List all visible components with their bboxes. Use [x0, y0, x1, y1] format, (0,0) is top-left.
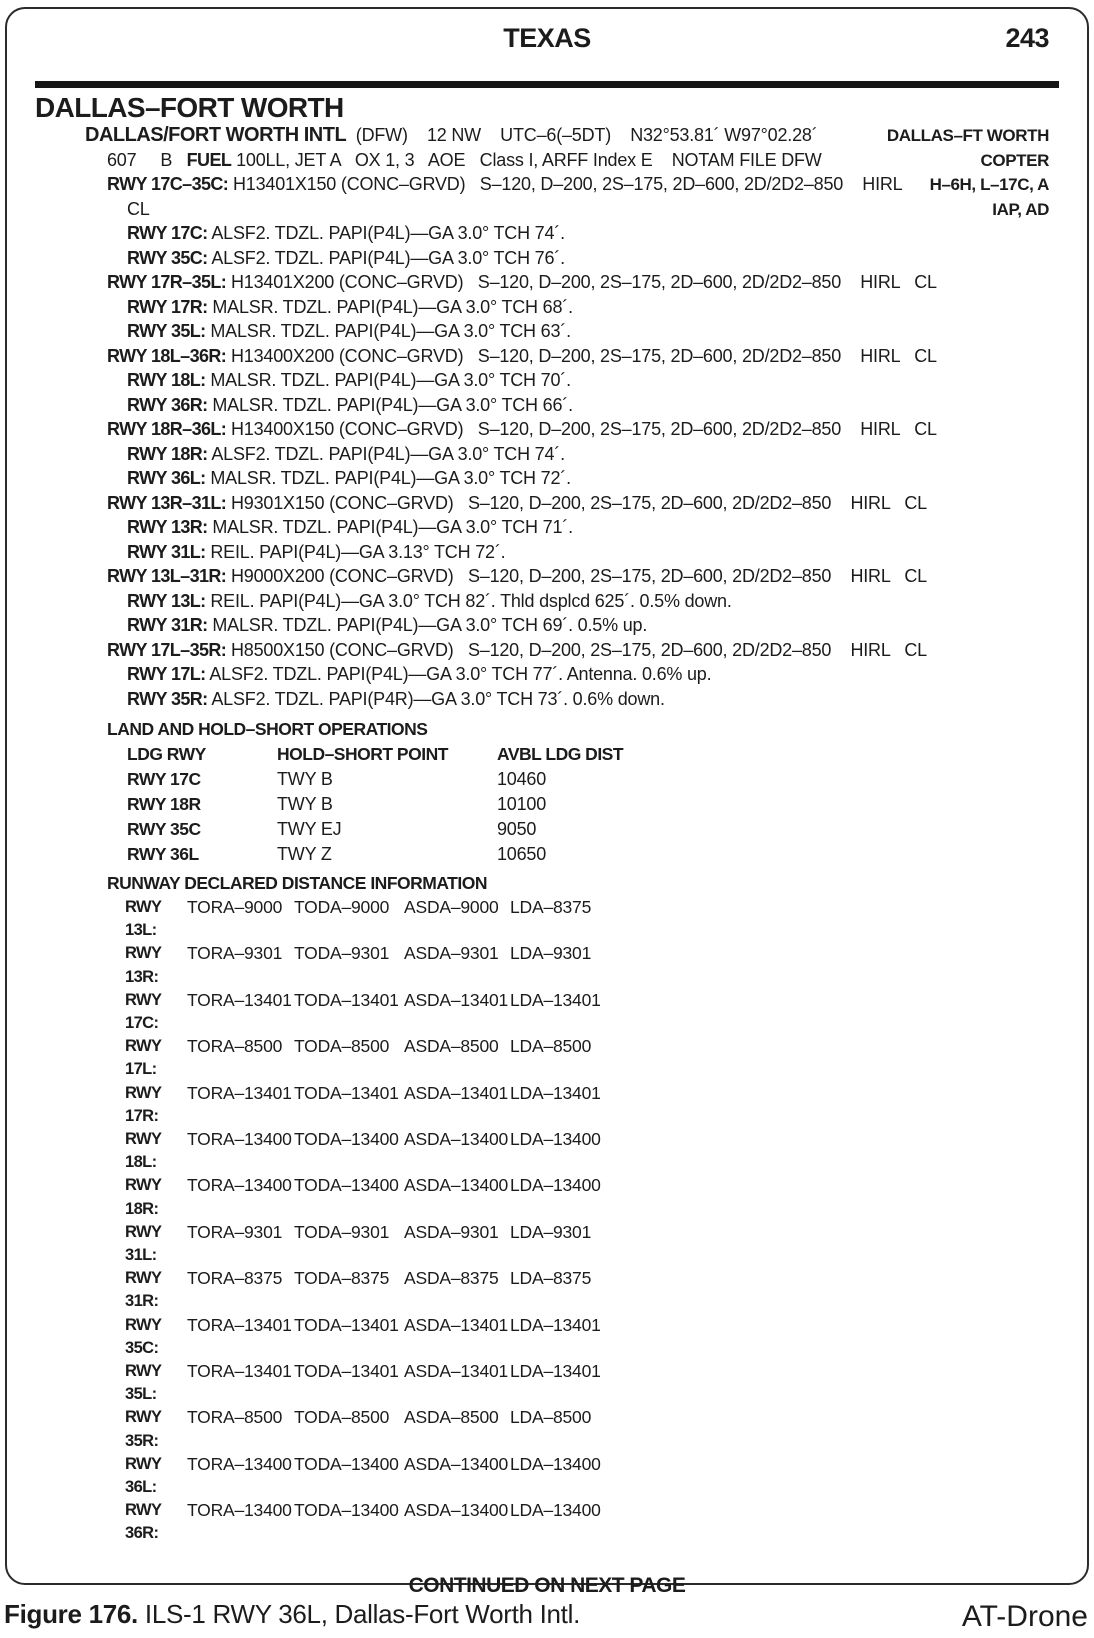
tora-value: TORA–13401	[187, 1314, 292, 1335]
tora-value: TORA–13401	[187, 1361, 292, 1382]
entry-line	[7, 687, 1062, 712]
right-column-line: IAP, AD	[992, 199, 1049, 219]
lahso-runway: RWY 18R	[127, 794, 201, 814]
lda-value: LDA–13400	[510, 1453, 601, 1474]
declared-runway-label: RWY 13R:	[125, 944, 162, 986]
entry-line-text: ALSF2. TDZL. PAPI(P4L)—GA 3.0° TCH 74´.	[207, 223, 565, 243]
entry-line	[7, 442, 1062, 467]
entry-line	[7, 466, 1062, 491]
entry-line	[7, 123, 1020, 148]
toda-value: TODA–13401	[294, 1082, 399, 1103]
asda-value: ASDA–13401	[404, 1082, 509, 1103]
figure-text: ILS-1 RWY 36L, Dallas-Fort Worth Intl.	[137, 1599, 581, 1629]
declared-distance-row	[7, 1128, 1087, 1174]
right-column-line: DALLAS–FT WORTH	[886, 126, 1049, 145]
tora-value: TORA–13400	[187, 1129, 292, 1150]
lahso-avbl-ldg-dist: 10100	[497, 794, 547, 814]
figure-caption	[4, 1599, 580, 1630]
declared-distance-row	[7, 989, 1087, 1035]
asda-value: ASDA–8375	[404, 1268, 499, 1289]
lda-value: LDA–8375	[510, 897, 592, 917]
entry-line-label: RWY 36L:	[127, 468, 206, 488]
lahso-table	[7, 742, 1087, 867]
right-column-line: COPTER	[980, 150, 1049, 170]
entry-line-label: RWY 17C–35C:	[107, 174, 229, 194]
lahso-avbl-ldg-dist: 9050	[497, 819, 537, 839]
entry-line	[7, 515, 1062, 540]
declared-runway-label: RWY 18R:	[125, 1176, 162, 1218]
asda-value: ASDA–13401	[404, 1361, 509, 1382]
airport-entry	[7, 123, 1087, 711]
asda-value: ASDA–13400	[404, 1453, 509, 1474]
lda-value: LDA–8500	[510, 1036, 592, 1057]
lda-value: LDA–13401	[510, 989, 601, 1010]
declared-distance-row	[7, 942, 1087, 988]
tora-value: TORA–9301	[187, 1221, 283, 1242]
toda-value: TODA–9301	[294, 1221, 390, 1242]
lahso-row	[7, 842, 1087, 867]
entry-line-text: REIL. PAPI(P4L)—GA 3.0° TCH 82´. Thld dsplcd 625´. 0.5% down.	[205, 590, 732, 611]
tora-value: TORA–13400	[187, 1453, 292, 1474]
declared-runway-label: RWY 35R:	[125, 1408, 162, 1450]
lda-value: LDA–13401	[510, 1361, 601, 1382]
toda-value: TODA–13400	[294, 1500, 399, 1521]
entry-line-text: MALSR. TDZL. PAPI(P4L)—GA 3.0° TCH 69´. 0.5% up.	[207, 615, 648, 635]
toda-value: TODA–9301	[294, 943, 390, 964]
entry-line-label: RWY 35C:	[127, 247, 208, 268]
declared-runway-label: RWY 36L:	[125, 1454, 162, 1497]
page-header	[7, 9, 1087, 54]
asda-value: ASDA–13401	[404, 1314, 509, 1335]
asda-value: ASDA–13400	[404, 1175, 509, 1196]
entry-line-text: 100LL, JET A OX 1, 3 AOE Class I, ARFF Index E NOTAM FILE DFW	[231, 149, 822, 170]
entry-line	[7, 491, 1042, 516]
lahso-holdshort-point: TWY B	[277, 794, 333, 814]
entry-line-text: H13401X150 (CONC–GRVD) S–120, D–200, 2S–175, 2D–600, 2D/2D2–850 HIRL	[228, 174, 903, 194]
declared-runway-label: RWY 36R:	[125, 1501, 162, 1543]
entry-line	[7, 613, 1062, 638]
tora-value: TORA–9000	[187, 897, 283, 917]
toda-value: TODA–9000	[294, 897, 390, 917]
declared-distance-row	[7, 1221, 1087, 1267]
lda-value: LDA–13401	[510, 1082, 601, 1103]
page-border-frame	[5, 7, 1089, 1597]
entry-line-text: (DFW) 12 NW UTC–6(–5DT) N32°53.81´ W97°02.28´	[346, 125, 818, 145]
entry-line-label: FUEL	[186, 149, 232, 170]
entry-line-label: RWY 17R:	[127, 296, 208, 317]
tora-value: TORA–13400	[187, 1175, 292, 1196]
entry-line-label: RWY 13L–31R:	[107, 566, 227, 586]
toda-value: TODA–13401	[294, 1314, 399, 1335]
toda-value: TODA–13400	[294, 1175, 399, 1196]
declared-runway-label: RWY 35C:	[125, 1315, 162, 1357]
declared-distance-row	[7, 1082, 1087, 1128]
entry-line-text: H9000X200 (CONC–GRVD) S–120, D–200, 2S–175, 2D–600, 2D/2D2–850 HIRL CL	[226, 566, 927, 586]
entry-line-label: RWY 17L–35R:	[107, 639, 227, 660]
watermark: AT-Drone	[961, 1600, 1088, 1633]
entry-line-label: RWY 17L:	[127, 664, 206, 684]
declared-distance-row	[7, 1406, 1087, 1452]
asda-value: ASDA–13400	[404, 1500, 509, 1521]
declared-runway-label: RWY 31L:	[125, 1222, 162, 1265]
tora-value: TORA–13400	[187, 1500, 292, 1521]
entry-line-label: RWY 31R:	[127, 615, 208, 635]
declared-distance-row	[7, 1314, 1087, 1360]
declared-distance-row	[7, 1035, 1087, 1081]
lda-value: LDA–13400	[510, 1500, 601, 1521]
lahso-avbl-ldg-dist: 10460	[497, 769, 547, 789]
asda-value: ASDA–8500	[404, 1407, 499, 1428]
declared-distance-row	[7, 1453, 1087, 1499]
asda-value: ASDA–9301	[404, 1221, 499, 1242]
entry-line-label: RWY 13R–31L:	[107, 492, 227, 513]
lda-value: LDA–8500	[510, 1407, 592, 1428]
declared-distance-row	[7, 1499, 1087, 1545]
declared-title: RUNWAY DECLARED DISTANCE INFORMATION	[107, 873, 487, 893]
entry-line-text: H13400X200 (CONC–GRVD) S–120, D–200, 2S–175, 2D–600, 2D/2D2–850 HIRL CL	[226, 345, 937, 366]
lahso-column-header: HOLD–SHORT POINT	[277, 744, 448, 764]
entry-line	[7, 270, 1042, 295]
entry-line-text: ALSF2. TDZL. PAPI(P4L)—GA 3.0° TCH 76´.	[207, 247, 565, 268]
entry-line-label: RWY 18R–36L:	[107, 419, 227, 439]
entry-line	[7, 417, 1042, 442]
lda-value: LDA–8375	[510, 1268, 592, 1289]
entry-line-text: H9301X150 (CONC–GRVD) S–120, D–200, 2S–175, 2D–600, 2D/2D2–850 HIRL CL	[226, 492, 927, 513]
asda-value: ASDA–9000	[404, 897, 499, 917]
entry-line	[7, 564, 1042, 589]
entry-line-text: H13400X150 (CONC–GRVD) S–120, D–200, 2S–175, 2D–600, 2D/2D2–850 HIRL CL	[226, 419, 937, 439]
lda-value: LDA–13400	[510, 1175, 601, 1196]
asda-value: ASDA–13401	[404, 989, 509, 1010]
entry-line-text: MALSR. TDZL. PAPI(P4L)—GA 3.0° TCH 71´.	[207, 517, 573, 537]
entry-line-text: ALSF2. TDZL. PAPI(P4R)—GA 3.0° TCH 73´. 0.6% down.	[207, 688, 665, 709]
tora-value: TORA–13401	[187, 1082, 292, 1103]
toda-value: TODA–8500	[294, 1407, 390, 1428]
asda-value: ASDA–8500	[404, 1036, 499, 1057]
asda-value: ASDA–9301	[404, 943, 499, 964]
continued-notice: CONTINUED ON NEXT PAGE	[408, 1573, 686, 1597]
entry-line	[7, 638, 1042, 663]
entry-line-text: MALSR. TDZL. PAPI(P4L)—GA 3.0° TCH 72´.	[205, 468, 571, 488]
lahso-row	[7, 792, 1087, 817]
entry-line-text: H13401X200 (CONC–GRVD) S–120, D–200, 2S–175, 2D–600, 2D/2D2–850 HIRL CL	[226, 272, 937, 292]
entry-line	[7, 319, 1062, 344]
lda-value: LDA–13400	[510, 1129, 601, 1150]
lahso-holdshort-point: TWY EJ	[277, 819, 342, 839]
declared-distance-table	[7, 896, 1087, 1546]
entry-line	[7, 393, 1062, 418]
entry-line-text: H8500X150 (CONC–GRVD) S–120, D–200, 2S–175, 2D–600, 2D/2D2–850 HIRL CL	[226, 639, 927, 660]
declared-runway-label: RWY 17R:	[125, 1083, 162, 1125]
entry-line-text: ALSF2. TDZL. PAPI(P4L)—GA 3.0° TCH 77´. Antenna. 0.6% up.	[205, 664, 712, 684]
airport-right-column	[887, 124, 1049, 222]
declared-runway-label: RWY 31R:	[125, 1269, 162, 1311]
lahso-row	[7, 767, 1087, 792]
lahso-holdshort-point: TWY B	[277, 769, 333, 789]
lahso-runway: RWY 35C	[127, 819, 201, 839]
toda-value: TODA–13400	[294, 1129, 399, 1150]
tora-value: TORA–13401	[187, 989, 292, 1010]
entry-line	[7, 295, 1062, 320]
lahso-row	[7, 817, 1087, 842]
toda-value: TODA–13401	[294, 1361, 399, 1382]
entry-line-label: RWY 31L:	[127, 541, 206, 562]
toda-value: TODA–13401	[294, 989, 399, 1010]
entry-line	[7, 589, 1062, 614]
entry-line	[7, 368, 1062, 393]
entry-line-label: RWY 18L:	[127, 370, 206, 390]
header-rule	[35, 81, 1059, 88]
entry-line	[7, 246, 1062, 271]
entry-line-label: RWY 35R:	[127, 688, 208, 709]
entry-line-text: MALSR. TDZL. PAPI(P4L)—GA 3.0° TCH 66´.	[207, 394, 573, 415]
city-heading: DALLAS–FORT WORTH	[35, 92, 344, 123]
lahso-title: LAND AND HOLD–SHORT OPERATIONS	[107, 719, 428, 739]
lahso-runway: RWY 17C	[127, 769, 201, 789]
figure-label: Figure 176.	[4, 1599, 138, 1629]
entry-line-label: RWY 18R:	[127, 443, 208, 464]
toda-value: TODA–8500	[294, 1036, 390, 1057]
lahso-holdshort-point: TWY Z	[277, 844, 332, 864]
entry-line-text: 607 B	[107, 149, 187, 170]
entry-line-text: MALSR. TDZL. PAPI(P4L)—GA 3.0° TCH 70´.	[205, 370, 571, 390]
entry-line-text: MALSR. TDZL. PAPI(P4L)—GA 3.0° TCH 68´.	[207, 296, 573, 317]
declared-distance-row	[7, 1360, 1087, 1406]
state-header: TEXAS	[503, 23, 591, 53]
entry-line-label: DALLAS/FORT WORTH INTL	[85, 124, 347, 146]
lahso-avbl-ldg-dist: 10650	[497, 844, 547, 864]
declared-runway-label: RWY 17L:	[125, 1037, 162, 1079]
lahso-runway: RWY 36L	[127, 844, 199, 864]
lda-value: LDA–9301	[510, 943, 592, 964]
declared-distance-row	[7, 1174, 1087, 1220]
declared-runway-label: RWY 13L:	[125, 898, 162, 940]
lda-value: LDA–13401	[510, 1314, 601, 1335]
declared-runway-label: RWY 18L:	[125, 1130, 162, 1172]
tora-value: TORA–8375	[187, 1268, 283, 1289]
entry-line-text: MALSR. TDZL. PAPI(P4L)—GA 3.0° TCH 63´.	[205, 321, 571, 341]
page-number: 243	[1005, 23, 1049, 53]
declared-runway-label: RWY 35L:	[125, 1362, 162, 1404]
asda-value: ASDA–13400	[404, 1129, 509, 1150]
declared-distance-row	[7, 1267, 1087, 1313]
entry-line-text: REIL. PAPI(P4L)—GA 3.13° TCH 72´.	[205, 541, 506, 562]
entry-line-label: RWY 35L:	[127, 321, 206, 341]
tora-value: TORA–9301	[187, 943, 283, 964]
entry-line-text: CL	[127, 198, 150, 219]
entry-line-text: ALSF2. TDZL. PAPI(P4L)—GA 3.0° TCH 74´.	[207, 443, 565, 464]
entry-line-label: RWY 36R:	[127, 394, 208, 415]
entry-line-label: RWY 17C:	[127, 223, 208, 243]
lahso-column-header: LDG RWY	[127, 744, 206, 764]
entry-line	[7, 221, 1062, 246]
lahso-column-header: AVBL LDG DIST	[497, 744, 624, 764]
lda-value: LDA–9301	[510, 1221, 592, 1242]
right-column-line: H–6H, L–17C, A	[929, 175, 1049, 194]
entry-line	[7, 540, 1062, 565]
tora-value: TORA–8500	[187, 1407, 283, 1428]
entry-line-label: RWY 13R:	[127, 517, 208, 537]
lahso-header-row	[7, 742, 1087, 767]
entry-line	[7, 662, 1062, 687]
entry-line-label: RWY 13L:	[127, 590, 206, 611]
tora-value: TORA–8500	[187, 1036, 283, 1057]
entry-line-label: RWY 18L–36R:	[107, 345, 227, 366]
entry-line	[7, 344, 1042, 369]
toda-value: TODA–13400	[294, 1453, 399, 1474]
entry-line-label: RWY 17R–35L:	[107, 272, 227, 292]
declared-distance-row	[7, 896, 1087, 942]
declared-runway-label: RWY 17C:	[125, 990, 162, 1033]
toda-value: TODA–8375	[294, 1268, 390, 1289]
